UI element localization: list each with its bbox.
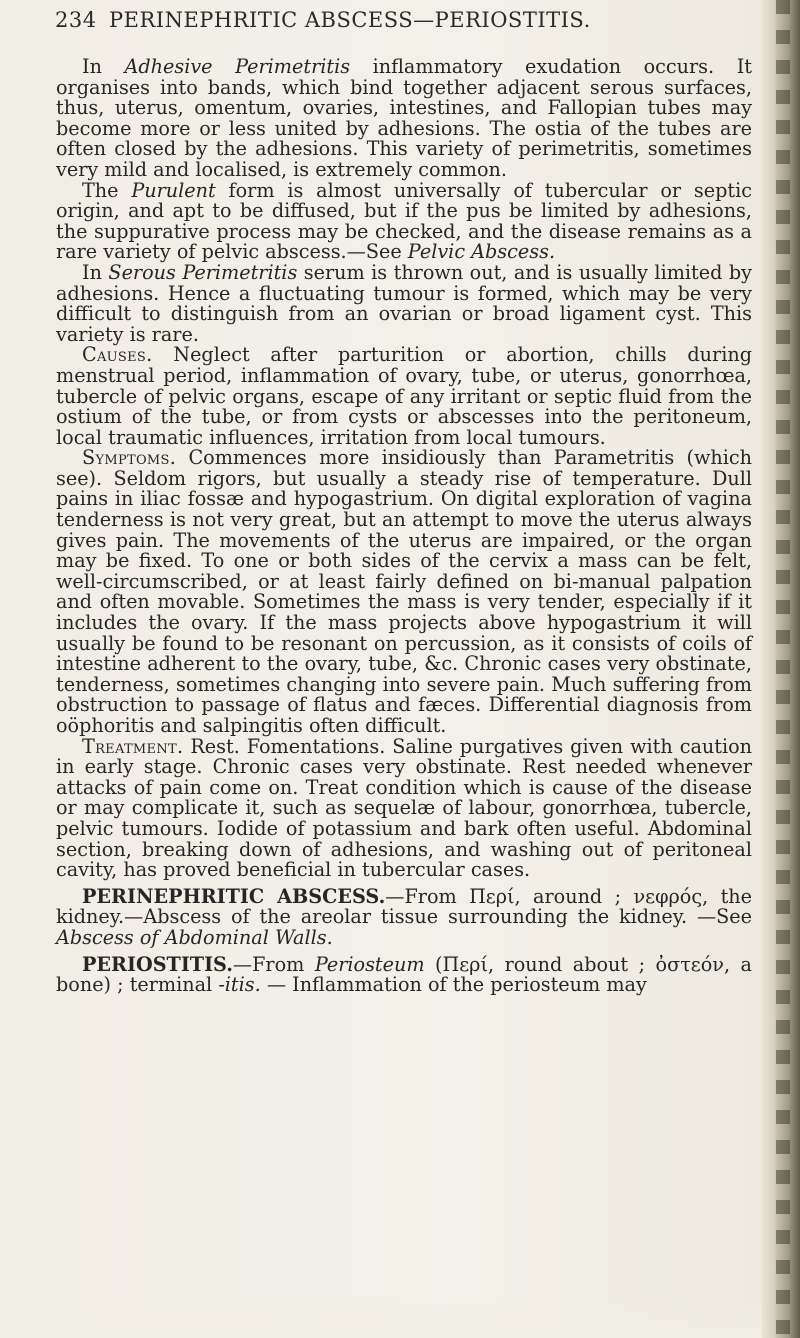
term-itis-suffix: -itis. [218,973,261,997]
term-serous-perimetritis: Serous Perimetritis [108,260,298,284]
paragraph-causes [56,345,752,448]
page-bottom-fade [0,1298,800,1338]
text-run: —From Περί, around ; νεφρός, the kidney.—Abscess of the areolar tissue surrounding the kidney. —See [56,884,752,929]
running-head-title: PERINEPHRITIC ABSCESS—PERIOSTITIS. [109,8,591,32]
text-run: Commences more insidiously than Parametritis (which see). Seldom rigors, but usually a steady rise of temperature. Dull pains in iliac fossæ and hypogastrium. On digital exploration of vagina tenderness is not very great, but an attempt to move the uterus always gives pain. The movements of the uterus are impaired, or the organ may be fixed. To one or both sides of the cervix a mass can be felt, well-circumscribed, or at least fairly defined on bi-manual palpation and often movable. Sometimes the mass is very tender, especially if it includes the ovary. If the mass projects above hypogastrium it will usually be found to be resonant on percussion, as it consists of coils of intestine adherent to the ovary, tube, &c. Chronic cases very obstinate, tenderness, sometimes changing into severe pain. Much suffering from obstruction to passage of flatus and fæces. Differential diagnosis from oöphoritis and salpingitis often difficult. [56,446,752,737]
paragraph-adhesive-perimetritis [56,57,752,181]
cross-reference-abscess-abdominal-walls: Abscess of Abdominal Walls. [56,925,333,949]
text-run: In [82,55,125,78]
text-run: serum is thrown out, and is usually limited by adhesions. Hence a fluctuating tumour is formed, which may be very difficult to distinguish from an ovarian or broad ligament cyst. This variety is rare. [56,260,752,346]
entry-perinephritic-abscess [56,884,752,949]
paragraph-serous-perimetritis [56,260,752,346]
term-purulent: Purulent [131,178,216,202]
label-symptoms: Symptoms. [82,446,177,470]
term-periosteum: Periosteum [314,952,425,976]
text-run: form is almost universally of tubercular or septic origin, and apt to be diffused, but if the pus be limited by adhesions, the suppurative process may be checked, and the disease remains as a rare variety of pelvic abscess.—See [56,178,752,264]
text-run: (Περί, round about ; ὀστεόν, a bone) ; terminal [56,952,752,997]
entry-heading-perinephritic-abscess: PERINEPHRITIC ABSCESS. [82,884,386,908]
running-head [55,8,755,32]
cross-reference-pelvic-abscess: Pelvic Abscess. [407,240,556,264]
body-text [56,57,752,996]
text-run: inflammatory exudation occurs. It organises into bands, which bind together adjacent serous surfaces, thus, uterus, omentum, ovaries, intestines, and Fallopian tubes may become more or less united by adhesions. The ostia of the tubes are often closed by the adhesions. This variety of perimetritis, sometimes very mild and localised, is extremely common. [56,55,752,181]
label-treatment: Treatment. [82,734,184,758]
text-run: —From [232,952,315,976]
text-run: Neglect after parturition or abortion, chills during menstrual period, inflammation of ovary, tube, or uterus, gonorrhœa, tubercle of pelvic organs, escape of any irritant or septic fluid from the ostium of the tube, or from cysts or abscesses into the peritoneum, local traumatic influences, irritation from local tumours. [56,343,752,449]
paragraph-symptoms [56,448,752,736]
paragraph-purulent [56,178,752,264]
text-run: — Inflammation of the periosteum may [260,973,647,997]
page-number: 234 [55,8,97,32]
text-run: Rest. Fomentations. Saline purgatives given with caution in early stage. Chronic cases very obstinate. Rest needed whenever attacks of pain come on. Treat condition which is cause of the disease or may complicate it, such as sequelæ of labour, gonorrhœa, tubercle, pelvic tumours. Iodide of potassium and bark often useful. Abdominal section, breaking down of adhesions, and washing out of peritoneal cavity, has proved beneficial in tubercular cases. [56,734,752,882]
entry-periostitis [56,952,752,997]
paragraph-treatment [56,734,752,882]
entry-heading-periostitis: PERIOSTITIS. [82,952,233,976]
text-run: The [82,178,132,202]
label-causes: Causes. [82,343,153,367]
binding-texture [776,0,790,1338]
text-run: In [82,260,109,284]
term-adhesive-perimetritis: Adhesive Perimetritis [124,55,351,78]
